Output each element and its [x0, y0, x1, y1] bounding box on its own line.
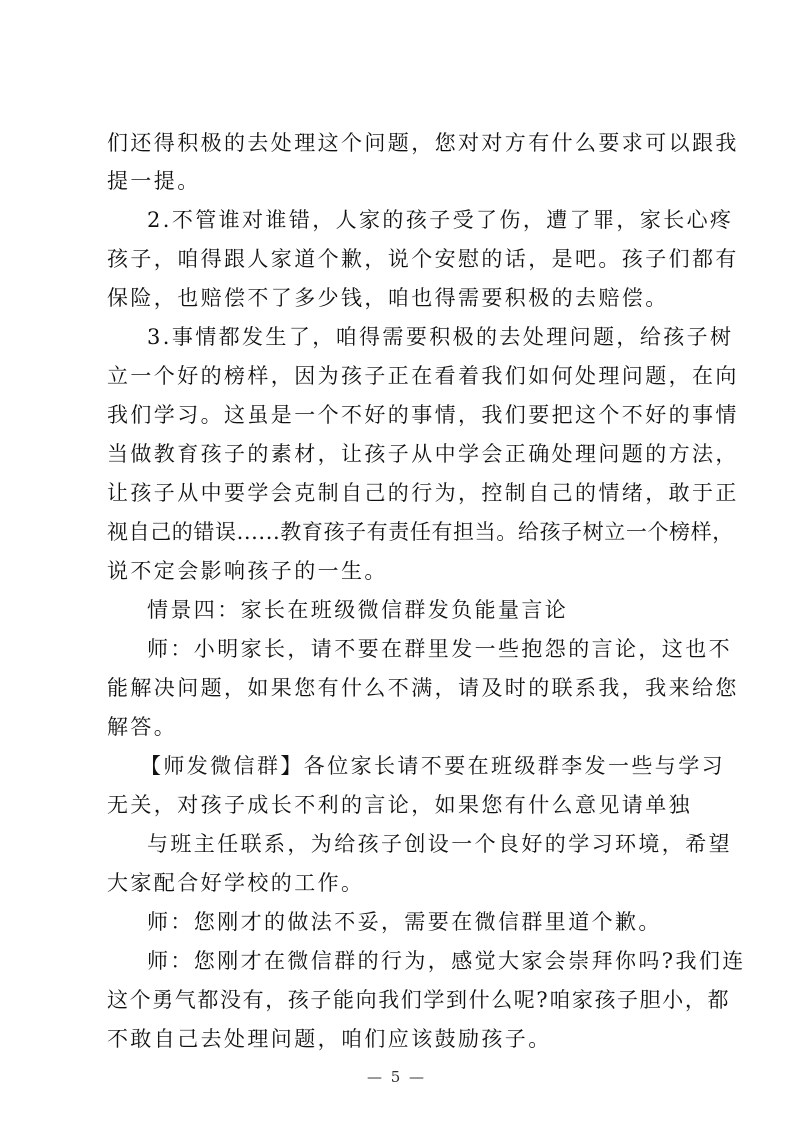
paragraph-line: 保险，也赔偿不了多少钱，咱也得需要积极的去赔偿。: [107, 286, 669, 310]
paragraph-line: 师：您刚才在微信群的行为，感觉大家会崇拜你吗?我们连: [147, 949, 746, 973]
paragraph-line: 当做教育孩子的素材，让孩子从中学会正确处理问题的方法，: [107, 442, 739, 466]
section-heading: 情景四：家长在班级微信群发负能量言论: [147, 598, 569, 622]
paragraph-line: 不敢自己去处理问题，咱们应该鼓励孩子。: [107, 1027, 552, 1051]
paragraph-line: 这个勇气都没有，孩子能向我们学到什么呢?咱家孩子胆小，都: [107, 988, 731, 1012]
paragraph-line: 说不定会影响孩子的一生。: [107, 559, 388, 583]
paragraph-line: 立一个好的榜样，因为孩子正在看着我们如何处理问题，在向: [107, 364, 739, 388]
paragraph-line: 师：小明家长，请不要在群里发一些抱怨的言论，这也不: [147, 637, 732, 661]
paragraph-line: 提一提。: [107, 169, 201, 193]
paragraph-line: 我们学习。这虽是一个不好的事情，我们要把这个不好的事情: [107, 403, 739, 427]
page-number: — 5 —: [366, 1068, 427, 1086]
paragraph-line: 解答。: [107, 715, 178, 739]
paragraph-line: 2.不管谁对谁错，人家的孩子受了伤，遭了罪，家长心疼: [147, 208, 734, 232]
paragraph-line: 无关，对孩子成长不利的言论，如果您有什么意见请单独: [107, 793, 692, 817]
paragraph-line: 视自己的错误......教育孩子有责任有担当。给孩子树立一个榜样，: [107, 520, 734, 544]
paragraph-line: 孩子，咱得跟人家道个歉，说个安慰的话，是吧。孩子们都有: [107, 247, 739, 271]
paragraph-line: 师：您刚才的做法不妥，需要在微信群里道个歉。: [147, 910, 662, 934]
paragraph-line: 与班主任联系，为给孩子创设一个良好的学习环境，希望: [147, 832, 732, 856]
paragraph-line: 3.事情都发生了，咱得需要积极的去处理问题，给孩子树: [147, 325, 734, 349]
paragraph-line: 能解决问题，如果您有什么不满，请及时的联系我，我来给您: [107, 676, 739, 700]
paragraph-line: 大家配合好学校的工作。: [107, 871, 365, 895]
paragraph-line: 让孩子从中要学会克制自己的行为，控制自己的情绪，敢于正: [107, 481, 739, 505]
paragraph-line: 们还得积极的去处理这个问题，您对对方有什么要求可以跟我: [107, 131, 739, 155]
paragraph-line: 【师发微信群】各位家长请不要在班级群李发一些与学习: [140, 754, 725, 778]
